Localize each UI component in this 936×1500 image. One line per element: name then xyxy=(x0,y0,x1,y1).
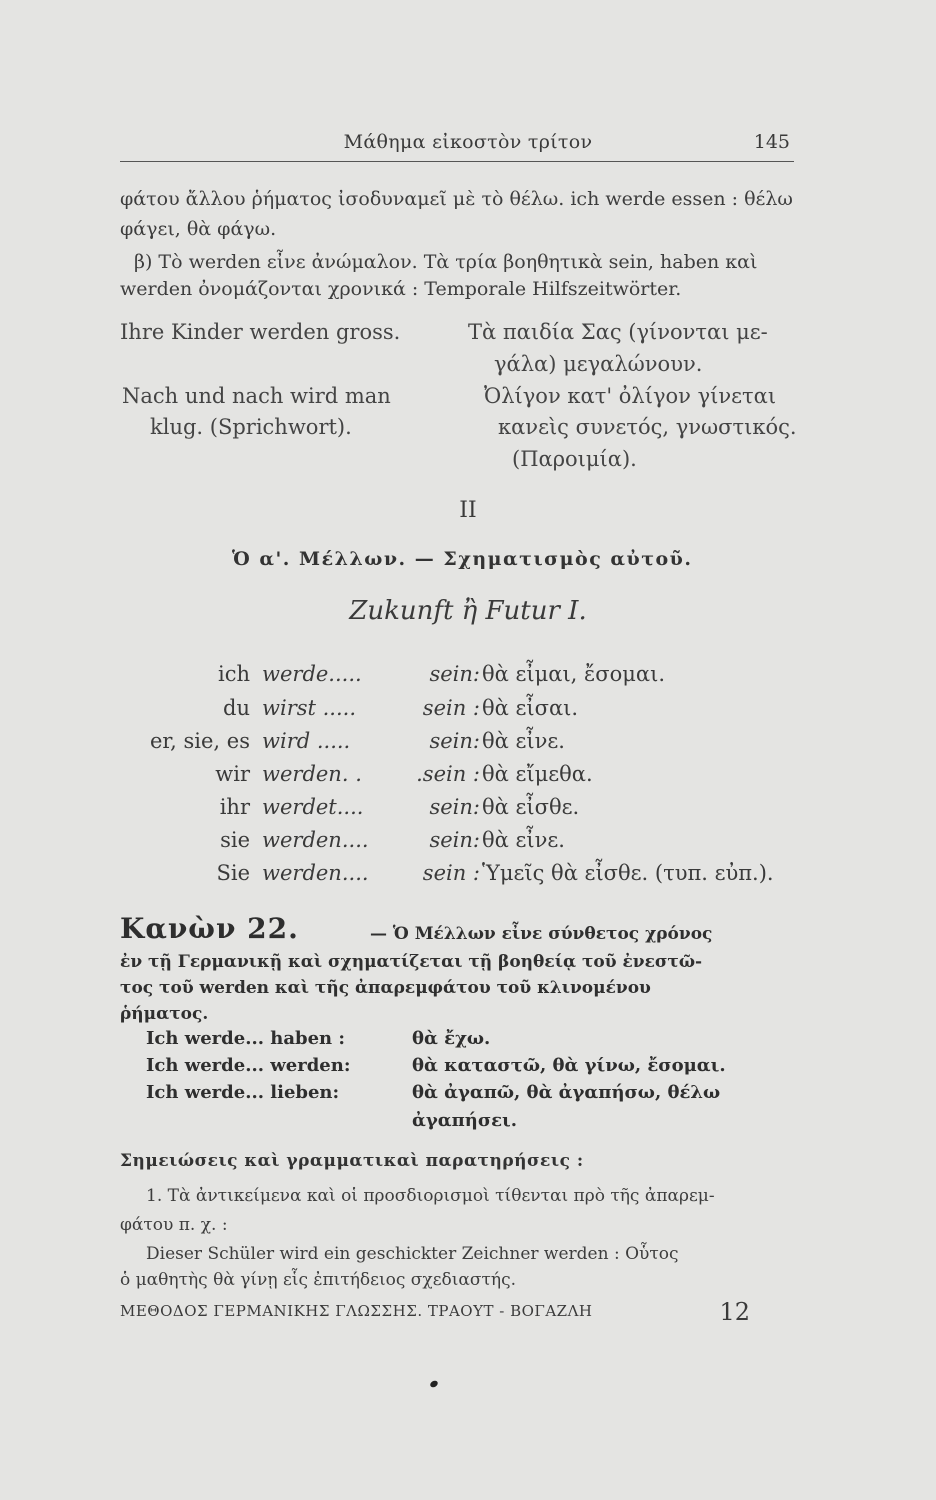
intro-line-2: φάγει, θὰ φάγω. xyxy=(120,218,277,240)
page-header-title: Μάθημα εἰκοστὸν τρίτον xyxy=(343,131,593,153)
conj-greek: θὰ εἶσαι. xyxy=(482,696,579,720)
conj-greek: θὰ εἶνε. xyxy=(482,729,565,753)
note-1-line-1: 1. Τὰ ἀντικείμενα καὶ οἱ προσδιορισμοὶ τίθενται πρὸ τῆς ἀπαρεμ- xyxy=(146,1186,715,1206)
conj-sein: sein: xyxy=(429,729,480,753)
example-2-greek-c: (Παροιμία). xyxy=(512,447,637,471)
conj-sein: sein : xyxy=(422,861,480,885)
example-2-greek-a: Ὀλίγον κατ' ὀλίγον γίνεται xyxy=(484,384,777,408)
conj-greek: Ὑμεῖς θὰ εἶσθε. (τυπ. εὐπ.). xyxy=(482,861,774,885)
conj-sein: .sein : xyxy=(416,762,480,786)
conj-verb: wirst ..... xyxy=(262,696,356,720)
intro-line-3: β) Τὸ werden εἶνε ἀνώμαλον. Τὰ τρία βοηθητικὰ sein, haben καὶ xyxy=(134,251,758,273)
conj-verb: werden.... xyxy=(262,828,369,852)
conj-greek: θὰ εἶμαι, ἔσομαι. xyxy=(482,662,666,686)
rule-example-greek: θὰ ἀγαπῶ, θὰ ἀγαπήσω, θέλω xyxy=(412,1082,721,1103)
rule-example-german: Ich werde... werden: xyxy=(146,1055,351,1076)
conj-pronoun: Sie xyxy=(216,861,250,885)
rule-example-german: Ich werde... lieben: xyxy=(146,1082,340,1103)
conj-pronoun: ihr xyxy=(219,795,250,819)
conj-greek: θὰ εἶνε. xyxy=(482,828,565,852)
rule-line-2: ἐν τῇ Γερμανικῇ καὶ σχηματίζεται τῇ βοηθείᾳ τοῦ ἐνεστῶ- xyxy=(120,952,703,972)
rule-example-german: Ich werde... haben : xyxy=(146,1028,346,1049)
section-subtitle: Ὁ α'. Μέλλων. — Σχηματισμὸς αὐτοῦ. xyxy=(232,548,693,570)
conj-verb: werde..... xyxy=(262,662,362,686)
conj-verb: wird ..... xyxy=(262,729,351,753)
conj-verb: werdet.... xyxy=(262,795,364,819)
futur-title: Zukunft ἢ Futur I. xyxy=(349,596,587,626)
ink-spot xyxy=(429,1379,439,1388)
footer-book-title: ΜΕΘΟΔΟΣ ΓΕΡΜΑΝΙΚΗΣ ΓΛΩΣΣΗΣ. ΤΡΑΟΥΤ - ΒΟΓΑΖΛΗ xyxy=(120,1302,593,1320)
conj-verb: werden.... xyxy=(262,861,369,885)
intro-line-1: φάτου ἄλλου ῥήματος ἰσοδυναμεῖ μὲ τὸ θέλω. ich werde essen : θέλω xyxy=(120,188,793,210)
rule-line-1: — Ὁ Μέλλων εἶνε σύνθετος χρόνος xyxy=(370,924,713,944)
conj-pronoun: du xyxy=(223,696,250,720)
example-2-german-a: Nach und nach wird man xyxy=(122,384,391,408)
rule-line-3: τος τοῦ werden καὶ τῆς ἀπαρεμφάτου τοῦ κλινομένου xyxy=(120,978,651,998)
conj-sein: sein: xyxy=(429,828,480,852)
conj-greek: θὰ εἶσθε. xyxy=(482,795,580,819)
notes-heading: Σημειώσεις καὶ γραμματικαὶ παρατηρήσεις : xyxy=(120,1151,584,1171)
conj-pronoun: sie xyxy=(220,828,250,852)
rule-example-greek: θὰ ἔχω. xyxy=(412,1028,491,1049)
note-1-line-3: Dieser Schüler wird ein geschickter Zeichner werden : Οὗτος xyxy=(146,1244,679,1264)
note-1-line-4: ὁ μαθητὴς θὰ γίνῃ εἷς ἐπιτήδειος σχεδιαστής. xyxy=(120,1270,516,1290)
example-1-german: Ihre Kinder werden gross. xyxy=(120,320,401,344)
conj-verb: werden. . xyxy=(262,762,362,786)
conj-pronoun: wir xyxy=(215,762,250,786)
conj-sein: sein : xyxy=(422,696,480,720)
example-2-greek-b: κανεὶς συνετός, γνωστικός. xyxy=(498,415,797,439)
example-2-german-b: klug. (Sprichwort). xyxy=(150,415,352,439)
note-1-line-2: φάτου π. χ. : xyxy=(120,1215,228,1235)
footer-signature-number: 12 xyxy=(719,1298,750,1326)
page-number: 145 xyxy=(753,131,790,153)
section-numeral: II xyxy=(459,498,477,523)
rule-line-4: ῥήματος. xyxy=(120,1004,209,1024)
rule-example-greek: θὰ καταστῶ, θὰ γίνω, ἔσομαι. xyxy=(412,1055,726,1076)
conj-pronoun: er, sie, es xyxy=(150,729,250,753)
rule-heading: Κανὼν 22. xyxy=(120,912,299,945)
example-1-greek-b: γάλα) μεγαλώνουν. xyxy=(494,352,703,376)
conj-sein: sein: xyxy=(429,795,480,819)
intro-line-4: werden ὀνομάζονται χρονικά : Temporale Hilfszeitwörter. xyxy=(120,278,682,300)
example-1-greek-a: Τὰ παιδία Σας (γίνονται με- xyxy=(468,320,768,344)
header-rule xyxy=(120,161,794,162)
conj-sein: sein: xyxy=(429,662,480,686)
rule-example-continuation: ἀγαπήσει. xyxy=(412,1110,518,1131)
conj-pronoun: ich xyxy=(217,662,250,686)
conj-greek: θὰ εἴμεθα. xyxy=(482,762,593,786)
